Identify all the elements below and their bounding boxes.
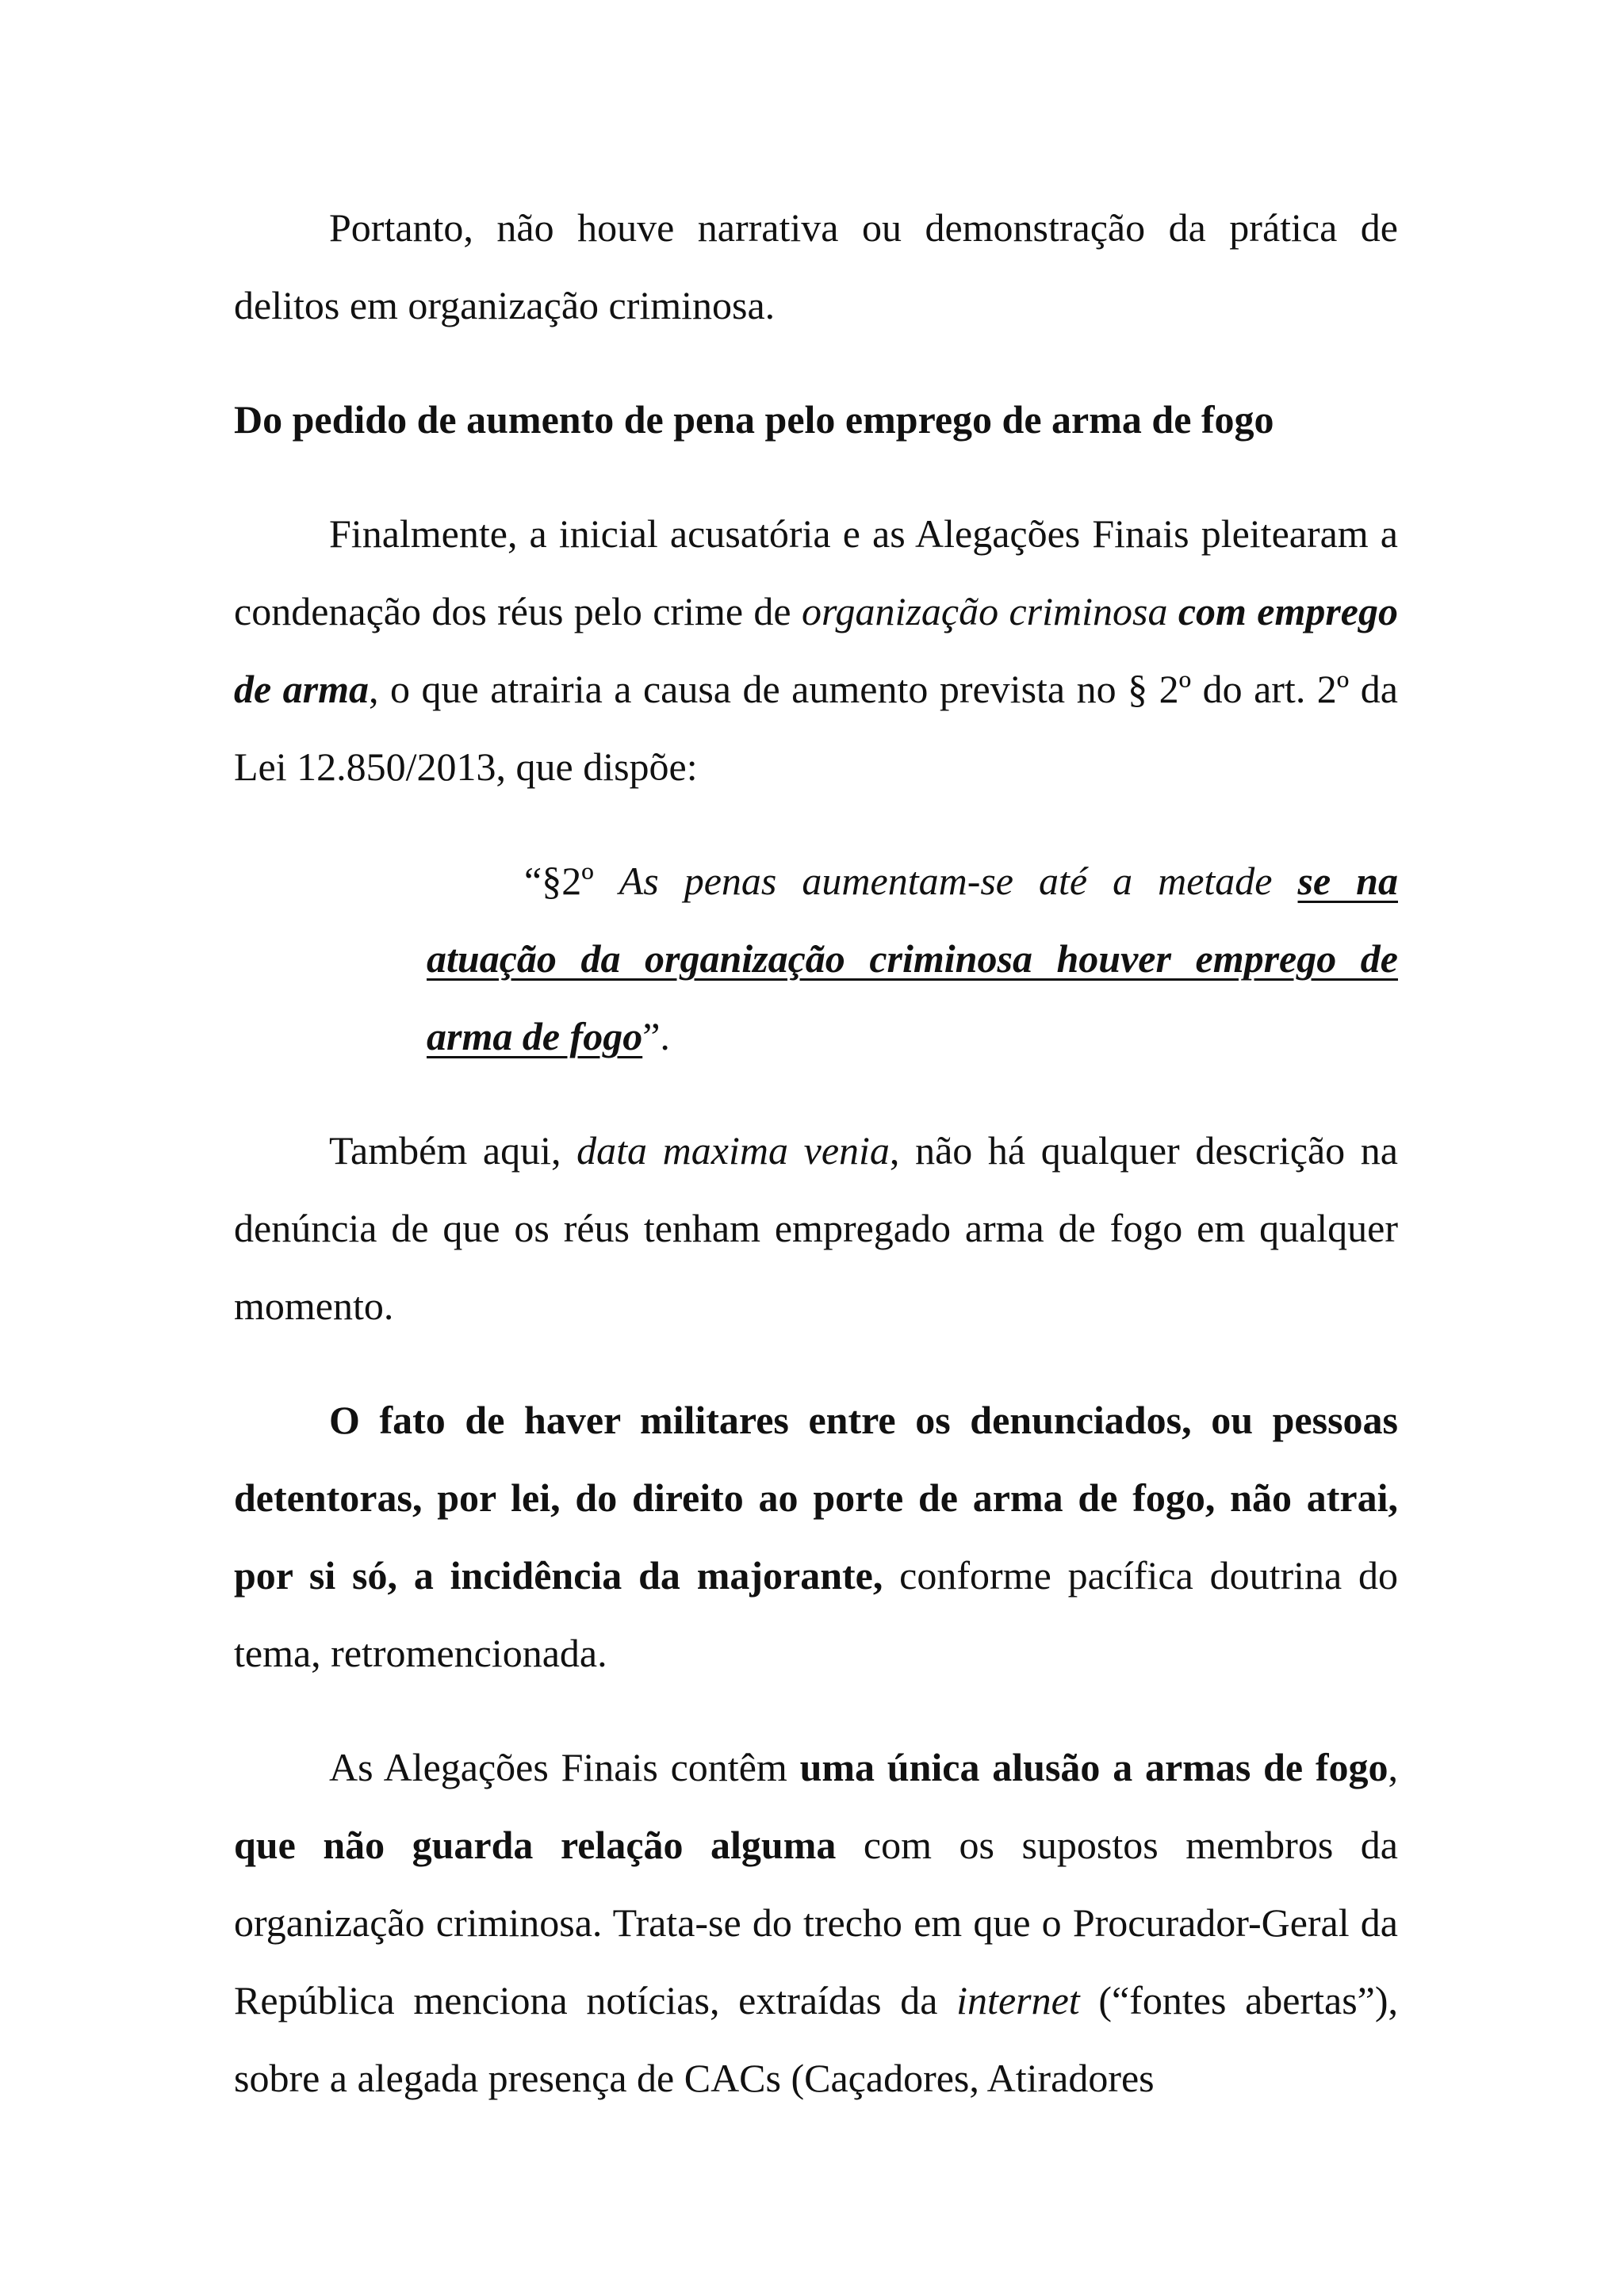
quote-italic: As penas aumentam-se até a metade	[619, 859, 1298, 903]
text-run: com os supostos membros da organização criminosa. Trata-se do trecho em que o Procurador-Geral da República menciona notícias, extraídas da	[234, 1823, 1398, 2022]
paragraph-conclusion	[234, 189, 1398, 344]
paragraph-final-allegations	[234, 1728, 1398, 2117]
paragraph-military	[234, 1381, 1398, 1692]
section-heading	[234, 381, 1398, 458]
document-body	[234, 189, 1398, 2117]
space-run	[1167, 589, 1178, 633]
quote-emphasis: se na atuação da organização criminosa houver emprego de arma de fogo	[427, 859, 1398, 1058]
text-run: , não há qualquer descrição na denúncia de que os réus tenham empregado arma de fogo em qualquer momento.	[234, 1128, 1398, 1328]
text-run: conforme pacífica doutrina do tema, retromencionada.	[234, 1553, 1399, 1675]
italic-run: internet	[956, 1978, 1080, 2022]
bold-run: que não guarda relação alguma	[234, 1823, 837, 1867]
heading-text: Do pedido de aumento de pena pelo emprego de arma de fogo	[234, 397, 1274, 442]
paragraph-no-description	[234, 1112, 1398, 1345]
quote-open: “§2º	[524, 859, 619, 903]
paragraph-request	[234, 495, 1398, 806]
paragraph-text: Portanto, não houve narrativa ou demonstração da prática de delitos em organização criminosa.	[234, 205, 1398, 327]
quote-close: ”.	[642, 1014, 670, 1058]
text-run: Também aqui,	[329, 1128, 577, 1173]
text-run: (“fontes abertas”), sobre a alegada presença de CACs (Caçadores, Atiradores	[234, 1978, 1398, 2100]
bold-run: O fato de haver militares entre os denunciados, ou pessoas detentoras, por lei, do direito ao porte de arma de fogo, não atrai, por si só, a incidência da majorante,	[234, 1398, 1398, 1598]
italic-run: organização criminosa	[801, 589, 1168, 633]
text-run: As Alegações Finais contêm	[329, 1745, 800, 1789]
text-run: ,	[1388, 1745, 1398, 1789]
bold-run: uma única alusão a armas de fogo	[799, 1745, 1388, 1789]
italic-run: data maxima venia	[576, 1128, 890, 1173]
legal-quote	[427, 842, 1398, 1075]
text-run: Finalmente, a inicial acusatória e as Alegações Finais pleitearam a condenação dos réus pelo crime de	[234, 511, 1398, 633]
bold-italic-run: com emprego de arma	[234, 589, 1398, 711]
text-run: , o que atrairia a causa de aumento prevista no § 2º do art. 2º da Lei 12.850/2013, que dispõe:	[234, 667, 1399, 789]
